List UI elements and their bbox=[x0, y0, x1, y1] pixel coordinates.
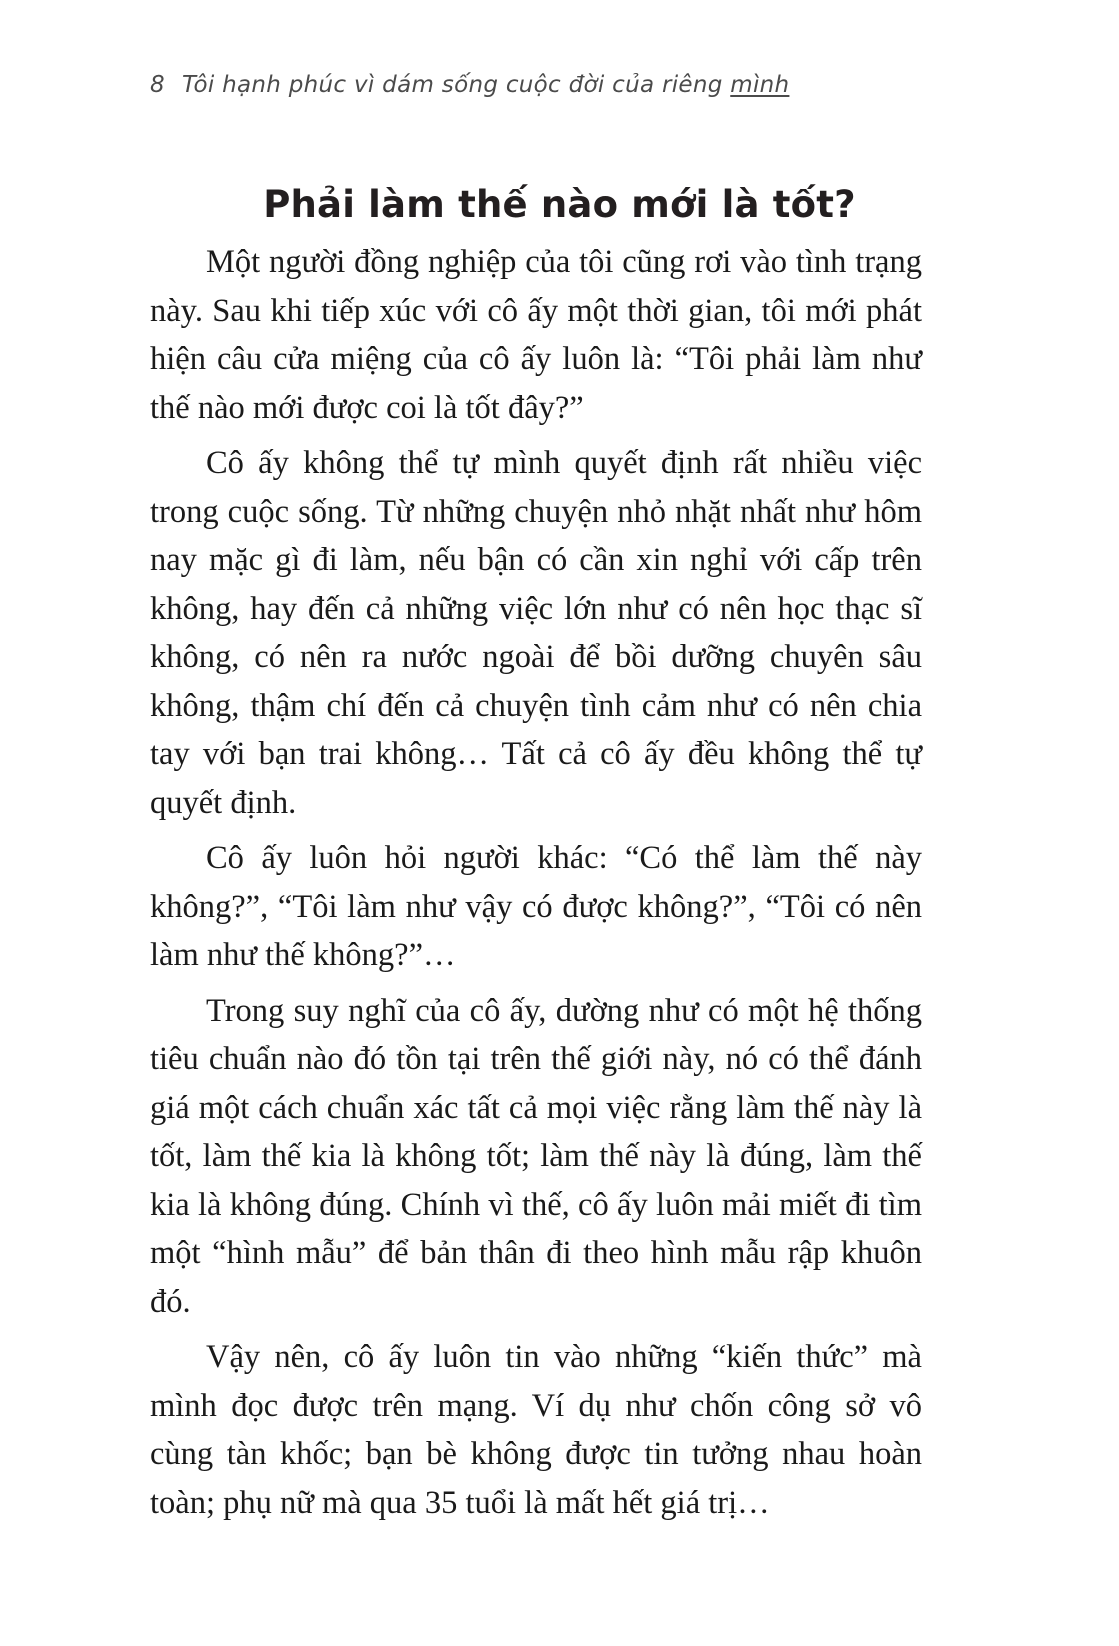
paragraph-2: Cô ấy không thể tự mình quyết định rất nhiều việc trong cuộc sống. Từ những chuyện nhỏ nhặt nhất như hôm nay mặc gì đi làm, nếu bận có cần xin nghỉ với cấp trên không, hay đến cả những việc lớn như có nên học thạc sĩ không, có nên ra nước ngoài để bồi dưỡng chuyên sâu không, thậm chí đến cả chuyện tình cảm như có nên chia tay với bạn trai không… Tất cả cô ấy đều không thể tự quyết định. bbox=[150, 445, 922, 821]
running-header bbox=[150, 72, 950, 98]
running-header-title-emphasis: mình bbox=[730, 72, 790, 98]
paragraph-1: Một người đồng nghiệp của tôi cũng rơi vào tình trạng này. Sau khi tiếp xúc với cô ấy một thời gian, tôi mới phát hiện câu cửa miệng của cô ấy luôn là: “Tôi phải làm như thế nào mới được coi là tốt đây?” bbox=[150, 244, 922, 426]
paragraph-4: Trong suy nghĩ của cô ấy, dường như có một hệ thống tiêu chuẩn nào đó tồn tại trên thế giới này, nó có thể đánh giá một cách chuẩn xác tất cả mọi việc rằng làm thế này là tốt, làm thế kia là không tốt; làm thế này là đúng, làm thế kia là không đúng. Chính vì thế, cô ấy luôn mải miết đi tìm một “hình mẫu” để bản thân đi theo hình mẫu rập khuôn đó. bbox=[150, 992, 922, 1320]
page-title: Phải làm thế nào mới là tốt? bbox=[263, 182, 856, 226]
paragraph-3: Cô ấy luôn hỏi người khác: “Có thể làm thế này không?”, “Tôi làm như vậy có được không?”, “Tôi có nên làm như thế không?”… bbox=[150, 840, 922, 973]
page-number: 8 bbox=[150, 72, 165, 98]
paragraph-5: Vậy nên, cô ấy luôn tin vào những “kiến thức” mà mình đọc được trên mạng. Ví dụ như chốn công sở vô cùng tàn khốc; bạn bè không được tin tưởng nhau hoàn toàn; phụ nữ mà qua 35 tuổi là mất hết giá trị… bbox=[150, 1339, 922, 1521]
running-header-title-plain: Tôi hạnh phúc vì dám sống cuộc đời của riêng bbox=[181, 72, 731, 98]
running-header-title bbox=[182, 72, 789, 98]
body-text bbox=[150, 238, 922, 1527]
